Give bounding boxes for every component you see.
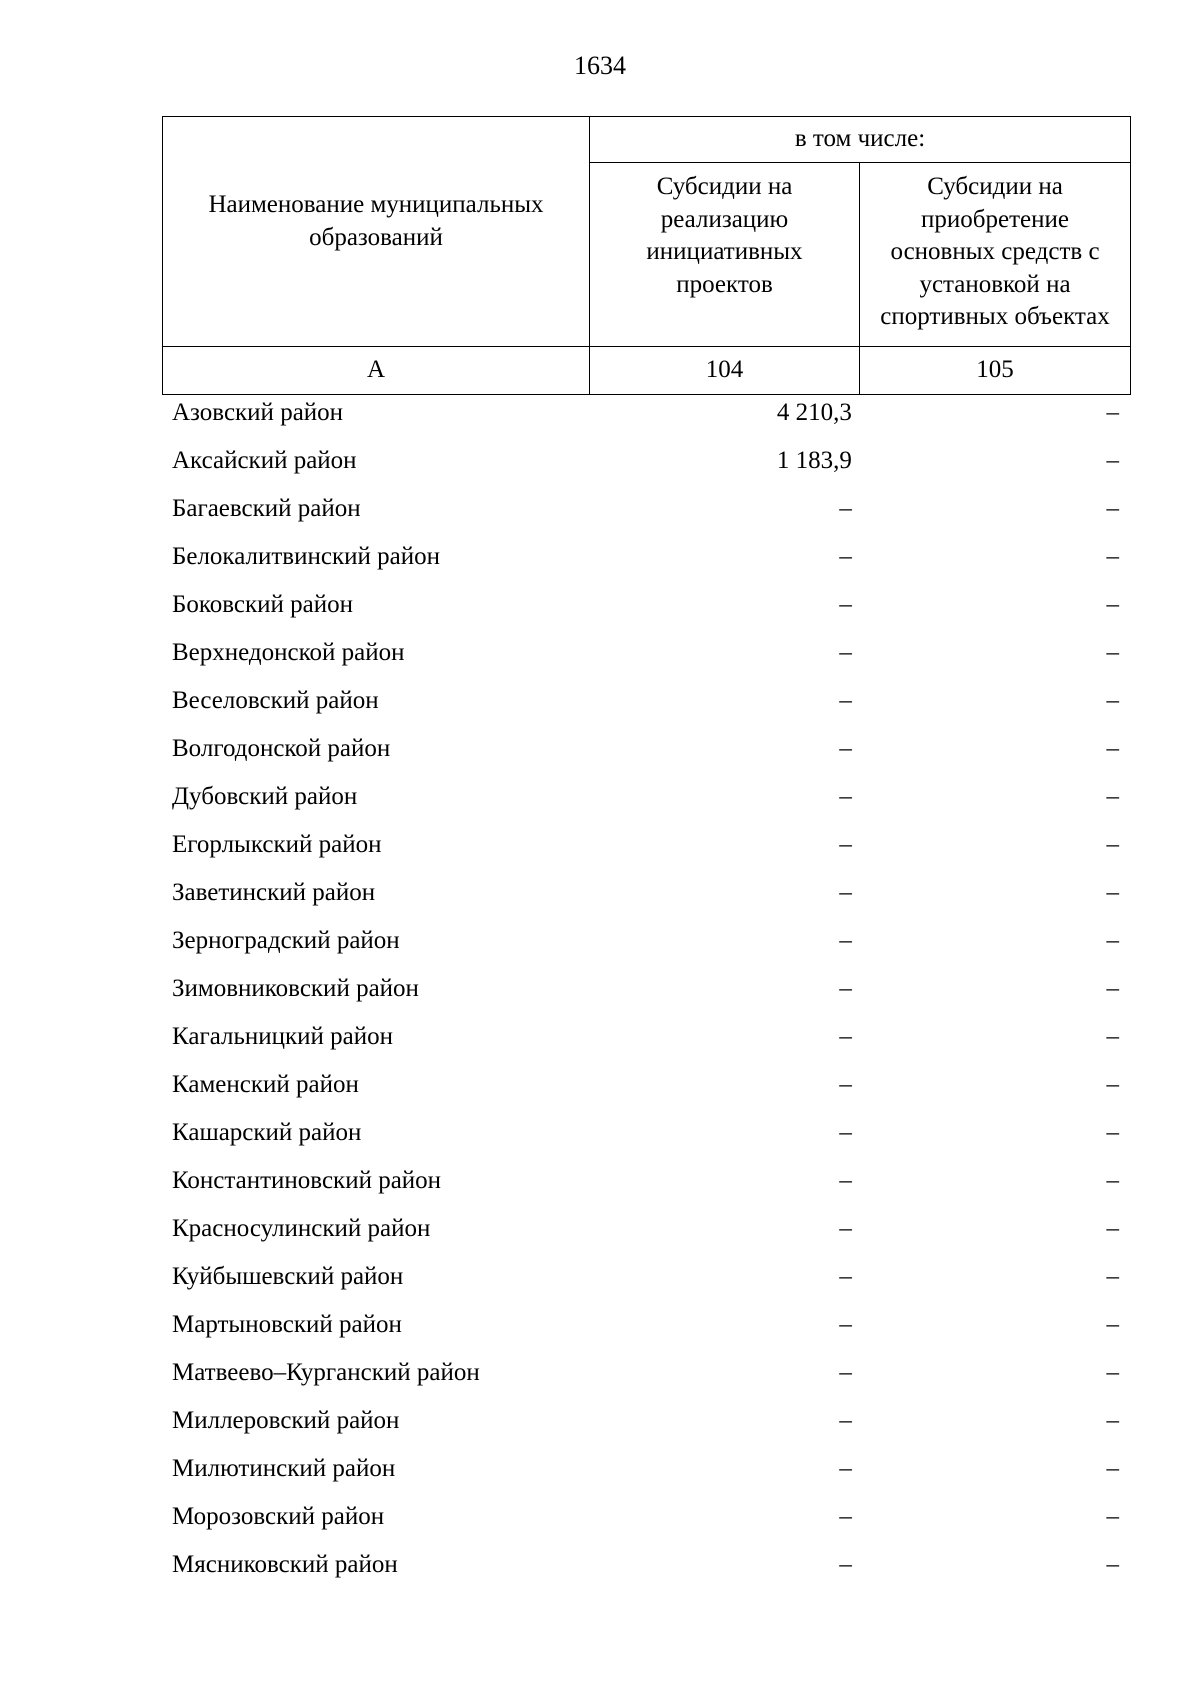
initiative-projects-value: – [839,1455,852,1482]
header-name-column-label: Наименование муниципальных образований [208,191,544,251]
sports-equipment-value: – [1106,1503,1119,1530]
table-row [162,1205,1130,1253]
initiative-projects-value: – [839,1503,852,1530]
table-row [162,1493,1130,1541]
table-row [162,485,1130,533]
sports-equipment-value: – [1106,1455,1119,1482]
sports-equipment-value: – [1106,399,1119,426]
municipality-name: Куйбышевский район [172,1263,404,1290]
initiative-projects-value: 4 210,3 [776,399,852,426]
sports-equipment-value: – [1106,975,1119,1002]
municipality-name: Азовский район [172,399,344,426]
initiative-projects-value: – [839,735,852,762]
municipality-name: Багаевский район [172,495,361,522]
table-row [162,533,1130,581]
table-row [162,581,1130,629]
sports-equipment-value: – [1106,783,1119,810]
initiative-projects-value: – [839,1215,852,1242]
initiative-projects-value: – [839,1263,852,1290]
initiative-projects-value: 1 183,9 [776,447,852,474]
table-row [162,1541,1130,1589]
sports-equipment-value: – [1106,735,1119,762]
initiative-projects-value: – [839,495,852,522]
municipality-name: Аксайский район [172,447,357,474]
initiative-projects-value: – [839,639,852,666]
municipality-name: Волгодонской район [172,735,391,762]
sports-equipment-value: – [1106,639,1119,666]
municipality-name: Зимовниковский район [172,975,419,1002]
municipality-name: Заветинский район [172,879,376,906]
sports-equipment-value: – [1106,687,1119,714]
header-col-initiative-projects: Субсидии на реализацию инициативных проектов [590,163,860,347]
sports-equipment-value: – [1106,831,1119,858]
table-row [162,1349,1130,1397]
municipality-name: Боковский район [172,591,353,618]
table-row [162,437,1130,485]
municipality-name: Каменский район [172,1071,359,1098]
table-row [162,1253,1130,1301]
sports-equipment-value: – [1106,1551,1119,1578]
initiative-projects-value: – [839,1167,852,1194]
table-row [162,1445,1130,1493]
table-header [162,116,1131,395]
page-number: 1634 [574,51,626,80]
initiative-projects-value: – [839,1119,852,1146]
municipality-name: Кагальницкий район [172,1023,394,1050]
sports-equipment-value: – [1106,1311,1119,1338]
sports-equipment-value: – [1106,927,1119,954]
sports-equipment-value: – [1106,1215,1119,1242]
sports-equipment-value: – [1106,543,1119,570]
initiative-projects-value: – [839,1407,852,1434]
header-index-name: А [163,347,590,395]
municipality-name: Мартыновский район [172,1311,402,1338]
municipality-name: Белокалитвинский район [172,543,440,570]
header-name-column [163,117,590,347]
sports-equipment-value: – [1106,879,1119,906]
initiative-projects-value: – [839,591,852,618]
initiative-projects-value: – [839,783,852,810]
table-row [162,821,1130,869]
municipality-name: Морозовский район [172,1503,385,1530]
header-group-label: в том числе: [590,117,1131,163]
initiative-projects-value: – [839,1071,852,1098]
table-row [162,917,1130,965]
table-body [162,389,1130,1589]
initiative-projects-value: – [839,975,852,1002]
municipality-name: Миллеровский район [172,1407,400,1434]
municipality-name: Константиновский район [172,1167,442,1194]
table-row [162,677,1130,725]
header-index-col1: 104 [590,347,860,395]
sports-equipment-value: – [1106,495,1119,522]
table-row [162,1157,1130,1205]
municipality-name: Егорлыкский район [172,831,382,858]
sports-equipment-value: – [1106,1023,1119,1050]
table-row [162,725,1130,773]
table-row [162,965,1130,1013]
initiative-projects-value: – [839,1359,852,1386]
table-row [162,629,1130,677]
municipality-name: Милютинский район [172,1455,396,1482]
table-row [162,1013,1130,1061]
sports-equipment-value: – [1106,1119,1119,1146]
table-row [162,1301,1130,1349]
header-col-sports-equipment: Субсидии на приобретение основных средств с установкой на спортивных объектах [860,163,1131,347]
municipality-name: Кашарский район [172,1119,362,1146]
initiative-projects-value: – [839,1311,852,1338]
initiative-projects-value: – [839,831,852,858]
sports-equipment-value: – [1106,1167,1119,1194]
header-index-col2: 105 [860,347,1131,395]
sports-equipment-value: – [1106,1359,1119,1386]
municipality-name: Зерноградский район [172,927,400,954]
initiative-projects-value: – [839,927,852,954]
municipality-name: Мясниковский район [172,1551,398,1578]
municipality-name: Веселовский район [172,687,379,714]
initiative-projects-value: – [839,543,852,570]
sports-equipment-value: – [1106,1071,1119,1098]
initiative-projects-value: – [839,879,852,906]
sports-equipment-value: – [1106,591,1119,618]
sports-equipment-value: – [1106,447,1119,474]
municipality-name: Верхнедонской район [172,639,405,666]
initiative-projects-value: – [839,1023,852,1050]
table-row [162,1061,1130,1109]
sports-equipment-value: – [1106,1407,1119,1434]
table-row [162,773,1130,821]
municipality-name: Красносулинский район [172,1215,431,1242]
initiative-projects-value: – [839,1551,852,1578]
municipality-name: Матвеево–Курганский район [172,1359,480,1386]
table-row [162,1109,1130,1157]
table-row [162,389,1130,437]
table-row [162,1397,1130,1445]
municipality-name: Дубовский район [172,783,358,810]
initiative-projects-value: – [839,687,852,714]
table-row [162,869,1130,917]
sports-equipment-value: – [1106,1263,1119,1290]
